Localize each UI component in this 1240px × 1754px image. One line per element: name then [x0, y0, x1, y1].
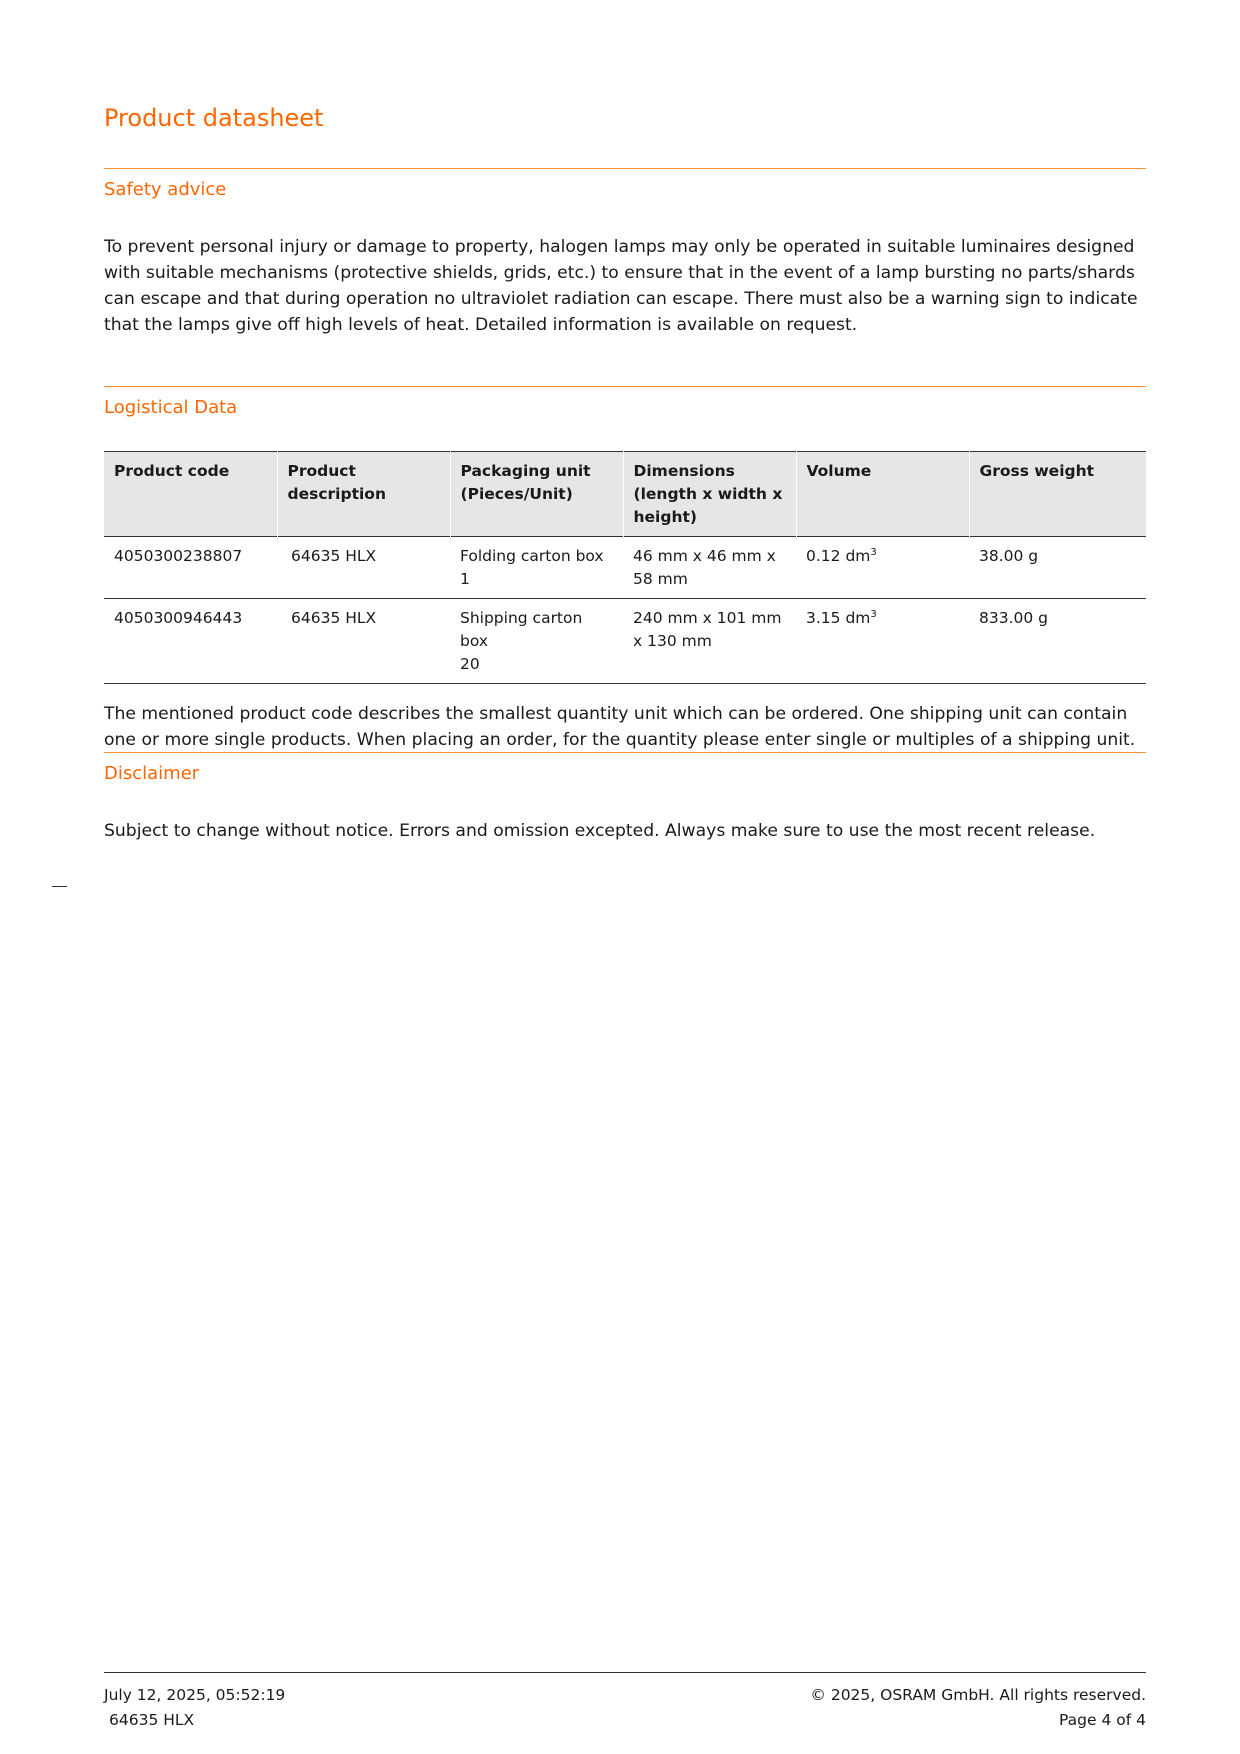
column-header-product-description: Product description	[277, 452, 450, 537]
packaging-pieces: 1	[460, 570, 470, 588]
column-header-dimensions: Dimensions (length x width x height)	[623, 452, 796, 537]
logistical-data-table	[104, 451, 1146, 684]
cell-gross-weight: 833.00 g	[979, 609, 1049, 627]
footer-left	[104, 1683, 285, 1733]
volume-value: 0.12 dm	[806, 547, 871, 565]
logistical-data-note: The mentioned product code describes the smallest quantity unit which can be ordered. One shipping unit can contain one or more single products. When placing an order, for the quantity please enter single or multiples of a shipping unit.	[104, 704, 1136, 750]
packaging-type: Shipping carton box	[460, 609, 583, 650]
cell-volume	[796, 599, 969, 684]
packaging-pieces: 20	[460, 655, 480, 673]
column-header-gross-weight: Gross weight	[969, 452, 1146, 537]
volume-unit-exponent: 3	[870, 608, 877, 620]
column-header-packaging-unit: Packaging unit (Pieces/Unit)	[450, 452, 623, 537]
cell-dimensions: 240 mm x 101 mm x 130 mm	[633, 609, 782, 650]
table-header-row	[104, 452, 1146, 537]
disclaimer-section	[104, 752, 1146, 844]
table-row	[104, 537, 1146, 599]
footer-product: 64635 HLX	[109, 1711, 195, 1729]
column-header-volume: Volume	[796, 452, 969, 537]
logistical-data-section	[104, 386, 1146, 753]
column-header-product-code: Product code	[114, 462, 230, 480]
page-title: Product datasheet	[104, 104, 324, 132]
volume-unit-exponent: 3	[870, 546, 877, 558]
cell-volume	[796, 537, 969, 599]
margin-marker	[52, 886, 67, 887]
cell-product-code: 4050300238807	[114, 547, 243, 565]
packaging-type: Folding carton box	[460, 547, 604, 565]
volume-value: 3.15 dm	[806, 609, 871, 627]
footer-divider	[104, 1672, 1146, 1673]
cell-product-code: 4050300946443	[114, 609, 243, 627]
cell-product-description: 64635 HLX	[291, 547, 377, 565]
cell-dimensions: 46 mm x 46 mm x 58 mm	[633, 547, 776, 588]
disclaimer-heading: Disclaimer	[104, 763, 200, 784]
cell-gross-weight: 38.00 g	[979, 547, 1039, 565]
footer-row	[104, 1683, 1146, 1733]
datasheet-page	[104, 0, 1146, 1754]
safety-advice-section	[104, 168, 1146, 338]
section-divider	[104, 386, 1146, 387]
safety-advice-text: To prevent personal injury or damage to property, halogen lamps may only be operated in suitable luminaires designed with suitable mechanisms (protective shields, grids, etc.) to ensure that in the event of a lamp bursting no parts/shards can escape and that during operation no ultraviolet radiation can escape. There must also be a warning sign to indicate that the lamps give off high levels of heat. Detailed information is available on request.	[104, 237, 1138, 335]
table-row	[104, 599, 1146, 684]
section-divider	[104, 168, 1146, 169]
cell-product-description: 64635 HLX	[291, 609, 377, 627]
footer-date: July 12, 2025, 05:52:19	[104, 1686, 286, 1704]
footer-page-number: Page 4 of 4	[1059, 1711, 1146, 1729]
cell-packaging-unit	[450, 537, 623, 599]
footer-right	[810, 1683, 1146, 1733]
logistical-data-heading: Logistical Data	[104, 397, 238, 418]
page-footer	[104, 1672, 1146, 1733]
safety-advice-heading: Safety advice	[104, 179, 227, 200]
section-divider	[104, 752, 1146, 753]
footer-copyright: © 2025, OSRAM GmbH. All rights reserved.	[810, 1686, 1146, 1704]
disclaimer-text: Subject to change without notice. Errors and omission excepted. Always make sure to use the most recent release.	[104, 821, 1096, 841]
cell-packaging-unit	[450, 599, 623, 684]
